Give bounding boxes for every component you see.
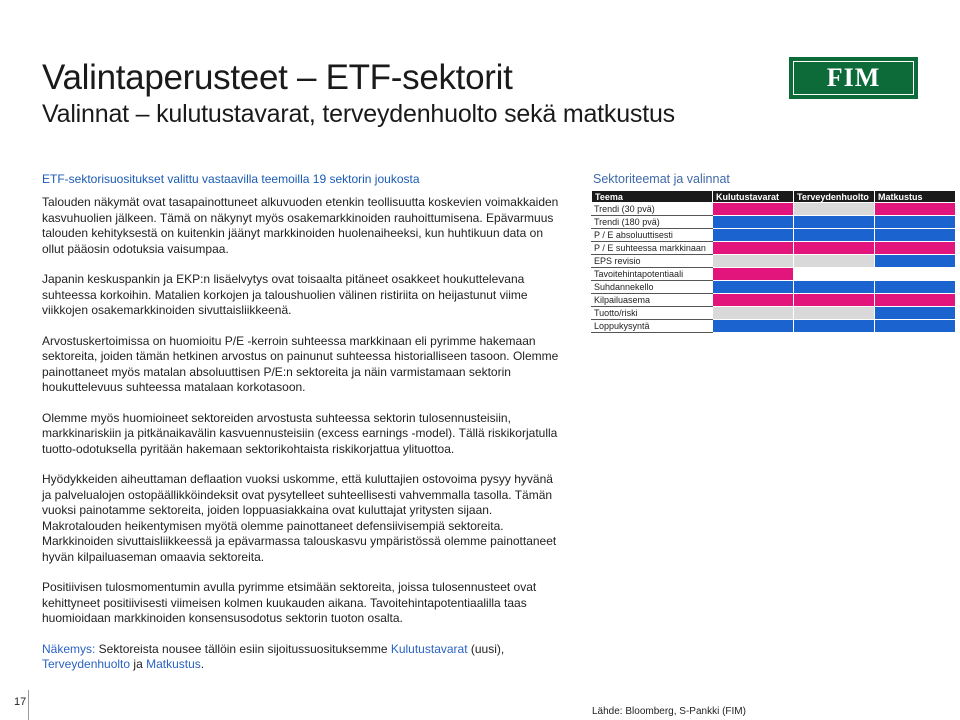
theme-row	[592, 268, 956, 281]
conclusion-sector-terveydenhuolto: Terveydenhuolto	[42, 657, 131, 671]
theme-row	[592, 242, 956, 255]
theme-cell-blue	[713, 281, 794, 294]
theme-row	[592, 281, 956, 294]
theme-cell-pink	[875, 294, 956, 307]
theme-label: Kilpailuasema	[592, 294, 713, 307]
theme-cell-blue	[794, 216, 875, 229]
theme-cell-pink	[794, 294, 875, 307]
lead-text: ETF-sektorisuositukset valittu vastaavilla teemoilla 19 sektorin joukosta	[42, 172, 420, 186]
theme-label: P / E absoluuttisesti	[592, 229, 713, 242]
theme-row	[592, 229, 956, 242]
theme-cell-none	[875, 268, 956, 281]
theme-cell-blue	[713, 229, 794, 242]
theme-cell-pink	[713, 294, 794, 307]
conclusion-label: Näkemys:	[42, 641, 96, 656]
theme-cell-gray	[794, 307, 875, 320]
paragraph-outlook: Talouden näkymät ovat tasapainottuneet alkuvuoden etenkin teollisuutta koskevien voimakkaiden kasvuhuolien jälkeen. Tämä on näkynyt myös osakemarkkinoiden rauhoittumisena. Epävarmuus talouden kehityksestä on kuitenkin jäänyt markkinoiden huolenaiheeksi, kun huhtikuun data on ollut pääosin odotuksia vaisumpaa.	[42, 195, 559, 256]
theme-cell-blue	[875, 216, 956, 229]
theme-label: Tavoitehintapotentiaali	[592, 268, 713, 281]
conclusion-text-4: .	[200, 657, 205, 671]
theme-cell-pink	[794, 242, 875, 255]
source-note: Lähde: Bloomberg, S-Pankki (FIM)	[592, 706, 746, 717]
column-header-terveydenhuolto: Terveydenhuolto	[794, 191, 875, 203]
theme-cell-blue	[875, 255, 956, 268]
theme-label: Suhdannekello	[592, 281, 713, 294]
page-number-divider	[28, 690, 29, 720]
theme-cell-blue	[875, 281, 956, 294]
theme-cell-gray	[794, 255, 875, 268]
fim-logo	[789, 57, 918, 99]
slide-subtitle: Valinnat – kulutustavarat, terveydenhuolto sekä matkustus	[42, 100, 675, 128]
page-number: 17	[14, 696, 27, 708]
sector-theme-table	[591, 190, 956, 333]
theme-cell-none	[794, 268, 875, 281]
paragraph-excess-earnings: Olemme myös huomioineet sektoreiden arvostusta suhteessa sektorin tulosennusteisiin, markkinariskiin ja pitkänaikavälin kasvuennusteisiin (excess earnings -model). Tällä riskikorjatulla tuotto-odotuksella pyritään hakemaan sektorikohtaista riskikorjattua ylituottoa.	[42, 410, 558, 456]
paragraph-conclusion	[42, 642, 562, 673]
conclusion-text-3: ja	[130, 657, 147, 671]
theme-cell-gray	[794, 203, 875, 216]
theme-cell-pink	[713, 268, 794, 281]
theme-label: Loppukysyntä	[592, 320, 713, 333]
paragraph-central-banks: Japanin keskuspankin ja EKP:n lisäelvytys ovat toisaalta pitäneet osakkeet houkuttelevana suhteessa korkoihin. Matalien korkojen ja taloushuolien välinen ristiriita on heijastunut viime viikkojen osakemarkkinoiden sivuttaisliikkeenä.	[42, 272, 528, 317]
theme-row	[592, 216, 956, 229]
theme-cell-pink	[713, 203, 794, 216]
theme-cell-gray	[713, 255, 794, 268]
theme-label: Trendi (180 pvä)	[592, 216, 713, 229]
column-header-kulutustavarat: Kulutustavarat	[713, 191, 794, 203]
theme-cell-blue	[794, 320, 875, 333]
sector-table-heading: Sektoriteemat ja valinnat	[593, 172, 730, 186]
theme-cell-pink	[713, 242, 794, 255]
theme-cell-blue	[875, 307, 956, 320]
theme-cell-gray	[713, 307, 794, 320]
fim-logo-text: FIM	[826, 63, 881, 92]
theme-cell-pink	[875, 203, 956, 216]
theme-row	[592, 307, 956, 320]
conclusion-text-2: (uusi),	[467, 641, 505, 656]
fim-logo-frame	[793, 61, 914, 95]
theme-cell-blue	[713, 320, 794, 333]
sector-table-body	[592, 203, 956, 333]
theme-label: Trendi (30 pvä)	[592, 203, 713, 216]
paragraph-momentum: Positiivisen tulosmomentumin avulla pyrimme etsimään sektoreita, joissa tulosennusteet ovat kehittyneet positiivisesti viimeisen kolmen kuukauden aikana. Tavoitehintapotentiaalilla taas huomioidaan markkinoiden konsensusodotus sektorin tuoton osalta.	[42, 580, 537, 625]
theme-row	[592, 203, 956, 216]
conclusion-sector-matkustus: Matkustus	[146, 657, 201, 671]
theme-cell-pink	[875, 242, 956, 255]
sector-table-header-row	[592, 191, 956, 203]
theme-row	[592, 294, 956, 307]
theme-label: EPS revisio	[592, 255, 713, 268]
paragraph-deflation: Hyödykkeiden aiheuttaman deflaation vuoksi uskomme, että kuluttajien ostovoima pysyy hyvänä ja palvelualojen ostopäällikköindeksit ovat pysytelleet suhteellisesti vahvemmalla tasolla. Tämän vuoksi painotamme sektoreita, joiden loppuasiakkaina ovat kuluttajat yritysten sijaan. Makrotalouden heikentymisen myötä olemme painottaneet defensiivisempiä sektoreita. Markkinoiden sivuttaisliikkeessä ja epävarmassa talouskasvu ympäristössä olemme painottaneet hyvän kilpailuaseman omaavia sektoreita.	[42, 472, 557, 564]
theme-label: P / E suhteessa markkinaan	[592, 242, 713, 255]
theme-row	[592, 255, 956, 268]
slide-title: Valintaperusteet – ETF-sektorit	[42, 58, 513, 97]
column-header-matkustus: Matkustus	[875, 191, 956, 203]
theme-cell-blue	[794, 281, 875, 294]
theme-cell-blue	[875, 229, 956, 242]
column-header-teema: Teema	[592, 191, 713, 203]
theme-row	[592, 320, 956, 333]
conclusion-sector-kulutustavarat: Kulutustavarat	[390, 641, 468, 656]
conclusion-text-1: Sektoreista nousee tällöin esiin sijoitussuosituksemme	[95, 641, 391, 656]
theme-cell-blue	[875, 320, 956, 333]
body-text	[42, 195, 562, 682]
paragraph-valuation: Arvostuskertoimissa on huomioitu P/E -kerroin suhteessa markkinaan eli pyrimme hakemaan sektoreita, joiden tämän hetkinen arvostus on painunut suhteessa historialliseen tasoon. Olemme painottaneet myös matalan absoluuttisen P/E:n sektoreita ja näin varmistamaan sektorin houkuttelevuus suhteessa matalaan korkotasoon.	[42, 333, 559, 394]
theme-label: Tuotto/riski	[592, 307, 713, 320]
theme-cell-blue	[713, 216, 794, 229]
theme-cell-blue	[794, 229, 875, 242]
